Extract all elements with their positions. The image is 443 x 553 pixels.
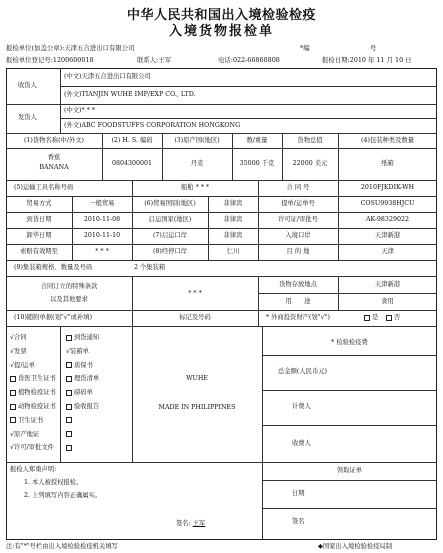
foreign-investment-label: * 外商投资财产(划"√") bbox=[266, 314, 330, 321]
checkbox-icon bbox=[66, 376, 72, 382]
attached-doc-right-item[interactable] bbox=[66, 417, 74, 425]
attached-doc-right-item[interactable] bbox=[66, 403, 99, 411]
permit-label: 许可证/审批号 bbox=[278, 216, 318, 223]
contract-value: 2010FJKDIK-WH bbox=[360, 184, 415, 191]
departure-country-value: 菲律宾 bbox=[223, 216, 243, 223]
checkbox-icon bbox=[66, 417, 72, 423]
attached-docs-label: (10)随附单据(划"√"或补填) bbox=[14, 314, 93, 321]
reporting-unit: 报检单位(加盖公章):天津五合进出口有限公司 bbox=[6, 44, 135, 52]
attached-doc-left-item[interactable] bbox=[10, 348, 27, 356]
consignee-label: 收货人 bbox=[18, 82, 37, 89]
origin-value: 丹麦 bbox=[190, 160, 204, 167]
marks-line1: WUHE bbox=[186, 375, 208, 382]
permit-value: AK-98329022 bbox=[366, 216, 409, 223]
attached-doc-left-item[interactable] bbox=[10, 444, 54, 452]
goods-name-en: BANANA bbox=[39, 164, 69, 171]
total-value-header: 货物总值 bbox=[297, 137, 323, 144]
total-value: 22000 美元 bbox=[292, 160, 328, 167]
packing-header: (4)包装种类及数量 bbox=[361, 137, 414, 144]
transit-port-value: 仁川 bbox=[226, 248, 240, 255]
consignee-cn: (中文)天津五合进出口有限公司 bbox=[64, 73, 151, 80]
bill-of-lading-value: COSU9938HJCU bbox=[360, 200, 415, 207]
serial-star-label: *编 bbox=[300, 44, 310, 52]
check-mark-icon: √ bbox=[66, 347, 71, 355]
checkbox-icon bbox=[10, 376, 16, 382]
destination-label: 目 的 地 bbox=[286, 248, 310, 255]
declaration-line1: 1. 本人被授权报检。 bbox=[24, 479, 83, 486]
claim-deadline-value: * * * bbox=[95, 248, 109, 255]
marks-label: 标记及号码 bbox=[179, 314, 211, 321]
investment-yes-checkbox[interactable]: 是 bbox=[364, 314, 378, 322]
checkbox-icon bbox=[66, 404, 72, 410]
attached-doc-right-item[interactable] bbox=[66, 375, 99, 383]
check-mark-icon: √ bbox=[10, 361, 15, 369]
entry-port-label: 入境口岸 bbox=[285, 232, 311, 239]
unload-date-label: 卸毕日期 bbox=[26, 232, 52, 239]
attached-doc-left-item-label: 植物检疫证书 bbox=[18, 389, 56, 397]
departure-port-label: (7)启运口岸 bbox=[152, 232, 188, 239]
goods-name-header: (1)货物名称(中/外文) bbox=[23, 137, 85, 144]
report-date: 报检日期:2010 年 11 月 10 日 bbox=[322, 56, 412, 64]
footer-issuer: ◆国家出入境检验检疫局制 bbox=[318, 543, 393, 550]
quantity-value: 35000 千克 bbox=[239, 160, 275, 167]
consignee-en: (外文)TIANJIN WUHE IMP/EXP CO., LTD. bbox=[64, 91, 196, 98]
check-mark-icon: √ bbox=[10, 347, 15, 355]
checkbox-icon bbox=[66, 335, 72, 341]
storage-place-label: 货物存放地点 bbox=[279, 281, 317, 288]
attached-doc-left-item[interactable] bbox=[10, 389, 56, 397]
total-amount-label: 总金额(人民币元) bbox=[278, 368, 327, 375]
attached-doc-right-item-label: 质保书 bbox=[74, 361, 93, 369]
arrival-date-value: 2010-11-08 bbox=[83, 216, 121, 223]
checkbox-icon bbox=[66, 362, 72, 368]
bill-of-lading-label: 提单/运单号 bbox=[281, 200, 315, 207]
transport-label: (5)运输工具名称号码 bbox=[14, 184, 74, 191]
fees-title: * 检验检疫费 bbox=[331, 339, 368, 346]
goods-name-cn: 香蕉 bbox=[47, 154, 61, 161]
quantity-header: 数/重量 bbox=[246, 137, 268, 144]
phone-number: 电话:022-66860808 bbox=[218, 56, 280, 64]
attached-doc-right-item[interactable] bbox=[66, 444, 74, 452]
registration-number: 报检单位登记号:1200600018 bbox=[6, 56, 94, 64]
attached-doc-left-item-label: 原产地证 bbox=[14, 430, 40, 438]
origin-header: (3)原产国(地区) bbox=[174, 137, 220, 144]
attached-doc-left-item[interactable] bbox=[10, 403, 56, 411]
receipt-title: 领取证单 bbox=[336, 467, 363, 474]
check-mark-icon: √ bbox=[10, 430, 15, 438]
check-mark-icon: √ bbox=[10, 334, 15, 341]
container-value: 2 个集装箱 bbox=[134, 264, 166, 271]
check-mark-icon: √ bbox=[10, 444, 15, 452]
attached-doc-right-item-label: 验收报告 bbox=[74, 403, 100, 410]
special-terms-label-1: 合同订立的特殊条款 bbox=[40, 283, 98, 290]
investment-no-checkbox[interactable]: 否 bbox=[386, 314, 400, 322]
attached-doc-left-item-label: 动物检疫证书 bbox=[18, 403, 56, 410]
hs-code-value: 0804300001 bbox=[111, 160, 153, 167]
attached-doc-left-item[interactable] bbox=[10, 362, 35, 370]
serial-number-label: 号 bbox=[370, 44, 377, 52]
container-label: (9)集装箱规格、数量及号码 bbox=[14, 264, 93, 271]
fee-collector-label: 收费人 bbox=[292, 440, 311, 447]
consignor-en: (外文)ABC FOODSTUFFS CORPORATION HONGKONG bbox=[64, 122, 241, 129]
fee-calculator-label: 计费人 bbox=[292, 403, 311, 410]
checkbox-icon bbox=[10, 404, 16, 410]
usage-label: 用 途 bbox=[285, 298, 311, 305]
attached-doc-right-item-label: 装箱单 bbox=[70, 347, 89, 355]
contract-label: 合 同 号 bbox=[286, 184, 310, 191]
attached-doc-left-item[interactable] bbox=[10, 431, 39, 439]
checkbox-icon bbox=[66, 445, 72, 451]
departure-country-label: 启运国家(地区) bbox=[148, 216, 192, 223]
hs-code-header: (2) H. S. 编码 bbox=[111, 137, 153, 144]
contact-person: 联系人:王军 bbox=[137, 56, 172, 64]
footer-note: 注:有"*"号栏由出入境检验检疫机关填写 bbox=[6, 543, 118, 550]
receipt-sign-label: 签名 bbox=[292, 518, 305, 525]
consignor-label: 发货人 bbox=[18, 114, 37, 121]
attached-doc-left-item[interactable] bbox=[10, 375, 56, 383]
attached-doc-left-item-label: 许可/审批文件 bbox=[14, 444, 54, 452]
consignor-cn: (中文)* * * bbox=[64, 107, 95, 114]
checkbox-icon bbox=[66, 390, 72, 396]
checkbox-icon bbox=[66, 431, 72, 437]
unload-date-value: 2010-11-10 bbox=[83, 232, 121, 239]
transit-port-label: (8)经停口岸 bbox=[152, 248, 188, 255]
transport-value: 船舶 * * * bbox=[180, 184, 210, 191]
trade-mode-value: 一般贸易 bbox=[89, 200, 115, 207]
declaration-title: 报检人郑重声明: bbox=[10, 466, 57, 473]
attached-doc-left-item-label: 发票 bbox=[14, 347, 27, 355]
attached-doc-right-item[interactable] bbox=[66, 389, 93, 397]
attached-doc-left-item[interactable] bbox=[10, 417, 43, 425]
checkbox-icon bbox=[10, 390, 16, 396]
attached-doc-right-item[interactable] bbox=[66, 431, 74, 439]
declaration-line2: 2. 上列填写内容正确属实。 bbox=[24, 492, 102, 499]
attached-doc-right-item[interactable] bbox=[66, 334, 99, 342]
attached-doc-left-item-label: 卫生证书 bbox=[18, 416, 44, 424]
special-terms-label-2: 以及其他要求 bbox=[50, 296, 88, 303]
form-title-line1: 中华人民共和国出入境检验检疫 bbox=[126, 8, 316, 23]
attached-doc-right-item-label: 磅码单 bbox=[74, 389, 93, 397]
attached-doc-left-item-label: 提/运单 bbox=[14, 361, 36, 369]
attached-doc-right-item-label: 到货通知 bbox=[74, 334, 100, 341]
usage-value: 食用 bbox=[381, 298, 394, 305]
special-terms-value: * * * bbox=[188, 290, 202, 297]
packing-value: 纸箱 bbox=[381, 160, 394, 167]
trade-country-label: (6)贸易国别(地区) bbox=[144, 200, 196, 207]
storage-place-value: 天津新港 bbox=[374, 281, 401, 288]
checkbox-icon bbox=[10, 417, 16, 423]
attached-doc-left-item-label: 合同 bbox=[14, 334, 27, 341]
claim-deadline-label: 索赔有效期至 bbox=[20, 248, 58, 255]
attached-doc-left-item[interactable] bbox=[10, 334, 27, 342]
trade-country-value: 菲律宾 bbox=[223, 200, 243, 207]
destination-value: 天津 bbox=[381, 248, 394, 255]
arrival-date-label: 到货日期 bbox=[26, 216, 52, 223]
attached-doc-right-item-label: 理货清单 bbox=[74, 375, 100, 383]
form-title-line2: 入境货物报检单 bbox=[168, 24, 274, 39]
attached-doc-right-item[interactable] bbox=[66, 348, 89, 356]
trade-mode-label: 贸易方式 bbox=[26, 200, 52, 207]
entry-port-value: 天津新港 bbox=[374, 232, 401, 239]
declarant-signature: 签名: 王军 bbox=[176, 520, 206, 527]
departure-port-value: 菲律宾 bbox=[223, 232, 243, 239]
marks-line2: MADE IN PHILIPPINES bbox=[158, 404, 236, 411]
receipt-date-label: 日期 bbox=[292, 490, 305, 497]
attached-doc-right-item[interactable] bbox=[66, 362, 93, 370]
attached-doc-left-item-label: 兽医卫生证书 bbox=[18, 375, 56, 383]
